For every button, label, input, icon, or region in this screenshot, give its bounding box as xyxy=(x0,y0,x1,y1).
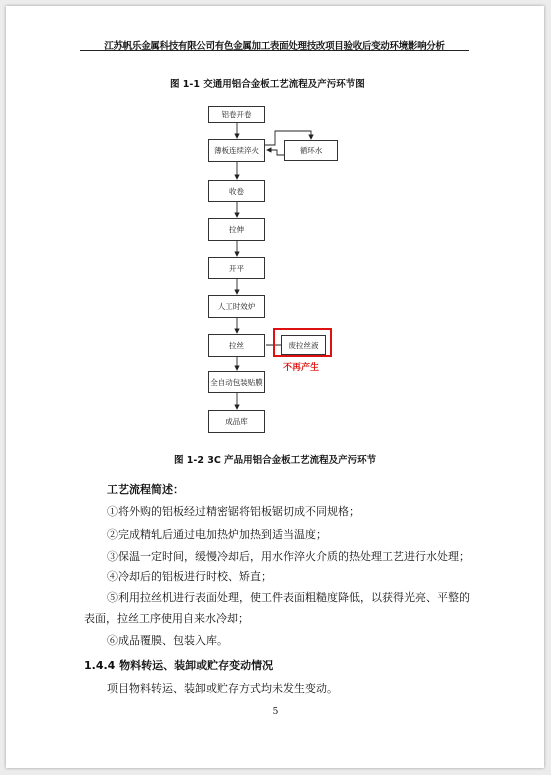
subsection-text: 项目物料转运、装卸或贮存方式均未发生变动。 xyxy=(107,682,338,695)
flow-box-leveling: 开平 xyxy=(208,257,265,279)
flow-box-recoil: 收卷 xyxy=(208,180,265,202)
flow-box-stretch: 拉伸 xyxy=(208,218,265,241)
flow-box-brushing: 拉丝 xyxy=(208,334,265,357)
subsection-heading: 1.4.4 物料转运、装卸或贮存变动情况 xyxy=(84,659,274,672)
flow-box-continuous-quench: 薄板连续淬火 xyxy=(208,139,265,162)
step-line: ②完成精轧后通过电加热炉加热到适当温度； xyxy=(107,528,327,541)
flow-box-finished-goods-warehouse: 成品库 xyxy=(208,410,265,433)
page-number: 5 xyxy=(272,707,279,717)
red-note-no-longer-produced: 不再产生 xyxy=(283,363,320,373)
running-header: 江苏帆乐金属科技有限公司有色金属加工表面处理技改项目验收后变动环境影响分析 xyxy=(104,41,445,52)
flow-box-aging-furnace: 人工时效炉 xyxy=(208,295,265,318)
step-line: ①将外购的铝板经过精密锯将铝板锯切成不同规格； xyxy=(107,505,360,518)
flow-box-coil-uncoil: 铝卷开卷 xyxy=(208,106,265,123)
step-line: ③保温一定时间，缓慢冷却后，用水作淬火介质的热处理工艺进行水处理； xyxy=(107,550,470,563)
highlight-red-box xyxy=(273,328,332,357)
step-line: ⑤利用拉丝机进行表面处理，使工件表面粗糙度降低，以获得光亮、平整的 xyxy=(107,591,470,604)
figure-2-caption: 图 1-2 3C 产品用铝合金板工艺流程及产污环节 xyxy=(174,455,377,466)
section-title: 工艺流程简述： xyxy=(107,483,184,496)
figure-1-caption: 图 1-1 交通用铝合金板工艺流程及产污环节图 xyxy=(170,79,365,90)
step-line: ④冷却后的铝板进行时校、矫直； xyxy=(107,570,272,583)
step-line: ⑥成品覆膜、包装入库。 xyxy=(107,634,228,647)
flow-box-waste-brushing-fluid: 废拉丝液 xyxy=(281,335,326,355)
step-line: 表面，拉丝工序使用自来水冷却； xyxy=(84,612,249,625)
flow-box-circulating-water: 循环水 xyxy=(284,140,338,161)
flow-box-auto-packaging-film: 全自动包装贴膜 xyxy=(208,371,265,393)
